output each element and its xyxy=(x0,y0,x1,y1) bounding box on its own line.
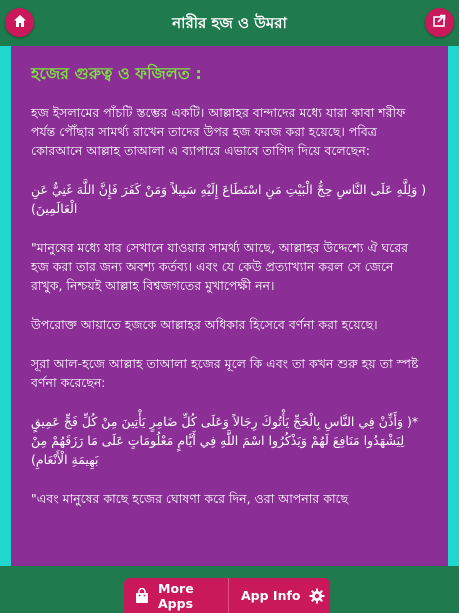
arabic-verse-1: ( وَلِلَّهِ عَلَى النَّاسِ حِجُّ الْبَيْتِ مَنِ اسْتَطَاعَ إِلَيْهِ سَبِيلاً وَمَنْ كَفَرَ فَإِنَّ اللَّهَ غَنِيٌّ عَنِ الْعَالَمِينَ) xyxy=(31,182,427,216)
section-heading: হজের গুরুত্ব ও ফজিলত : xyxy=(31,64,202,83)
right-side-panel xyxy=(448,46,459,566)
paragraph-translation-2: "এবং মানুষের কাছে হজের ঘোষণা করে দিন, ওরা আপনার কাছে xyxy=(31,491,349,506)
share-button[interactable] xyxy=(425,8,454,37)
share-icon xyxy=(432,13,447,32)
article-content[interactable] xyxy=(11,46,448,566)
app-info-button[interactable] xyxy=(228,578,330,613)
more-apps-button[interactable] xyxy=(124,578,228,613)
arabic-verse-2: *( وَأَذِّنْ فِي النَّاسِ بِالْحَجِّ يَأْتُوكَ رِجَالاً وَعَلَى كُلِّ ضَامِرٍ يَأْتِينَ مِنْ كُلِّ فَجٍّ عَمِيقٍ لِيَشْهَدُوا مَنَافِعَ لَهُمْ وَيَذْكُرُوا اسْمَ اللَّهِ فِي أَيَّامٍ مَعْلُومَاتٍ عَلَى مَا رَزَقَهُمْ مِنْ بَهِيمَةِ الْأَنْعَامِ) xyxy=(31,414,419,467)
left-side-panel xyxy=(0,46,11,566)
paragraph-surah-hajj: সূরা আল-হজে আল্লাহ তাআলা হজের মূলে কি এবং তা কখন শুরু হয় তা স্পষ্ট বর্ণনা করেছেন: xyxy=(31,356,419,390)
more-apps-label: More Apps xyxy=(158,580,194,611)
footer-button-group xyxy=(124,578,330,613)
shopping-bag-icon xyxy=(134,588,150,604)
app-info-label: App Info xyxy=(241,588,301,603)
gear-icon xyxy=(309,588,325,604)
paragraph-note: উপরোক্ত আয়াতে হজকে আল্লাহর অধিকার হিসেবে বর্ণনা করা হয়েছে। xyxy=(31,317,378,332)
paragraph-intro: হজ ইসলামের পাঁচটি স্তম্ভের একটি। আল্লাহর বান্দাদের মধ্যে যারা কাবা শরীফ পর্যন্ত পৌঁছার সামর্থ্য রাখেন তাদের উপর হজ ফরজ করা হয়েছে। পবিত্র কোরআনে আল্লাহ তাআলা এ ব্যাপারে এভাবে তাগিদ দিয়ে বলেছেন: xyxy=(31,105,406,158)
paragraph-translation: "মানুষের মধ্যে যার সেখানে যাওয়ার সামর্থ্য আছে, আল্লাহর উদ্দেশ্যে ঐ ঘরের হজ করা তার জন্য অবশ্য কর্তব্য। এবং যে কেউ প্রত্যাখ্যান করল সে জেনে রাখুক, নিশ্চয়ই আল্লাহ বিশ্বজগতের মুখাপেক্ষী নন। xyxy=(31,240,408,293)
app-title: নারীর হজ ও উমরা xyxy=(172,14,287,32)
top-app-bar xyxy=(0,0,459,46)
